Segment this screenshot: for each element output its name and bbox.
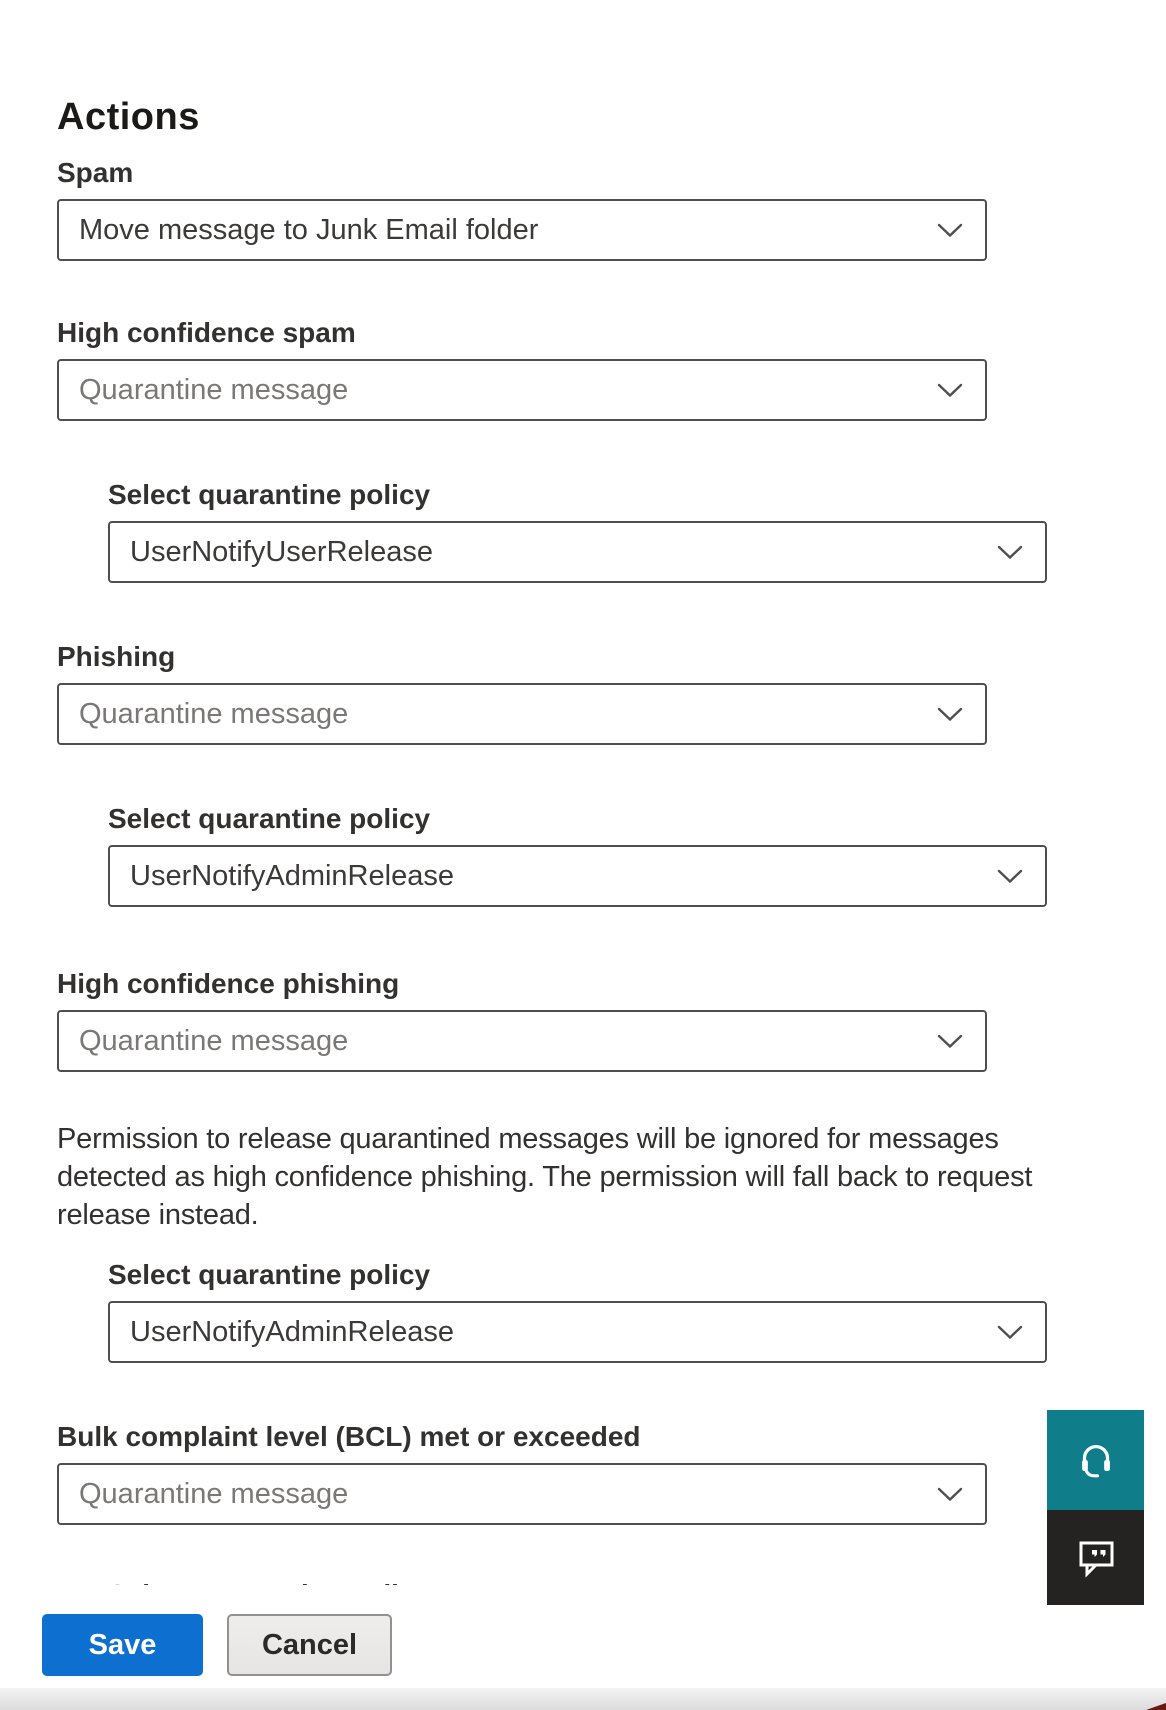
bcl-action-dropdown[interactable] bbox=[57, 1463, 987, 1525]
save-button[interactable]: Save bbox=[42, 1614, 203, 1676]
chevron-down-icon bbox=[937, 1487, 963, 1502]
headset-icon bbox=[1073, 1437, 1119, 1483]
phishing-label: Phishing bbox=[57, 641, 176, 672]
hcp-quarantine-policy-field bbox=[108, 1258, 1166, 1363]
hcs-quarantine-policy-value: UserNotifyUserRelease bbox=[130, 535, 433, 568]
chevron-down-icon bbox=[937, 707, 963, 722]
spam-action-dropdown[interactable] bbox=[57, 199, 987, 261]
chevron-down-icon bbox=[997, 545, 1023, 560]
feedback-button[interactable] bbox=[1047, 1510, 1144, 1605]
high-confidence-phishing-action-value: Quarantine message bbox=[79, 1024, 349, 1057]
high-confidence-phishing-label: High confidence phishing bbox=[57, 968, 400, 999]
quarantine-policy-label: Select quarantine policy bbox=[108, 803, 431, 834]
high-confidence-spam-action-value: Quarantine message bbox=[79, 373, 349, 406]
spam-action-value: Move message to Junk Email folder bbox=[79, 213, 539, 246]
high-confidence-spam-field bbox=[57, 316, 1166, 421]
chevron-down-icon bbox=[937, 223, 963, 238]
phishing-action-dropdown[interactable] bbox=[57, 683, 987, 745]
high-confidence-spam-label: High confidence spam bbox=[57, 317, 356, 348]
bcl-label: Bulk complaint level (BCL) met or exceeded bbox=[57, 1421, 641, 1452]
high-confidence-phishing-action-dropdown[interactable] bbox=[57, 1010, 987, 1072]
phishing-quarantine-policy-dropdown[interactable] bbox=[108, 845, 1047, 907]
phishing-action-value: Quarantine message bbox=[79, 697, 349, 730]
spam-field bbox=[57, 156, 1166, 261]
hcp-quarantine-policy-dropdown[interactable] bbox=[108, 1301, 1047, 1363]
chevron-down-icon bbox=[997, 1325, 1023, 1340]
high-confidence-spam-action-dropdown[interactable] bbox=[57, 359, 987, 421]
cancel-button[interactable]: Cancel bbox=[227, 1614, 392, 1676]
bcl-field bbox=[57, 1420, 1166, 1525]
chevron-down-icon bbox=[937, 383, 963, 398]
spam-label: Spam bbox=[57, 157, 134, 188]
hcp-permission-note: Permission to release quarantined messages will be ignored for messages detected as high confidence phishing. The permission will fall back to request release instead. bbox=[57, 1123, 1033, 1231]
phishing-quarantine-policy-value: UserNotifyAdminRelease bbox=[130, 859, 454, 892]
hcp-quarantine-policy-value: UserNotifyAdminRelease bbox=[130, 1315, 454, 1348]
chevron-down-icon bbox=[997, 869, 1023, 884]
phishing-field bbox=[57, 640, 1166, 745]
hcs-quarantine-policy-field bbox=[108, 478, 1166, 583]
quarantine-policy-label: Select quarantine policy bbox=[108, 479, 431, 510]
bcl-action-value: Quarantine message bbox=[79, 1477, 349, 1510]
quarantine-policy-label: Select quarantine policy bbox=[108, 1259, 431, 1290]
page-bottom-band bbox=[0, 1688, 1166, 1710]
high-confidence-phishing-field bbox=[57, 967, 1166, 1072]
page-title: Actions bbox=[57, 96, 200, 138]
footer-bar bbox=[0, 1585, 1166, 1688]
help-button[interactable] bbox=[1047, 1410, 1144, 1510]
hcs-quarantine-policy-dropdown[interactable] bbox=[108, 521, 1047, 583]
feedback-bubble-icon bbox=[1072, 1536, 1120, 1580]
chevron-down-icon bbox=[937, 1034, 963, 1049]
phishing-quarantine-policy-field bbox=[108, 802, 1166, 907]
